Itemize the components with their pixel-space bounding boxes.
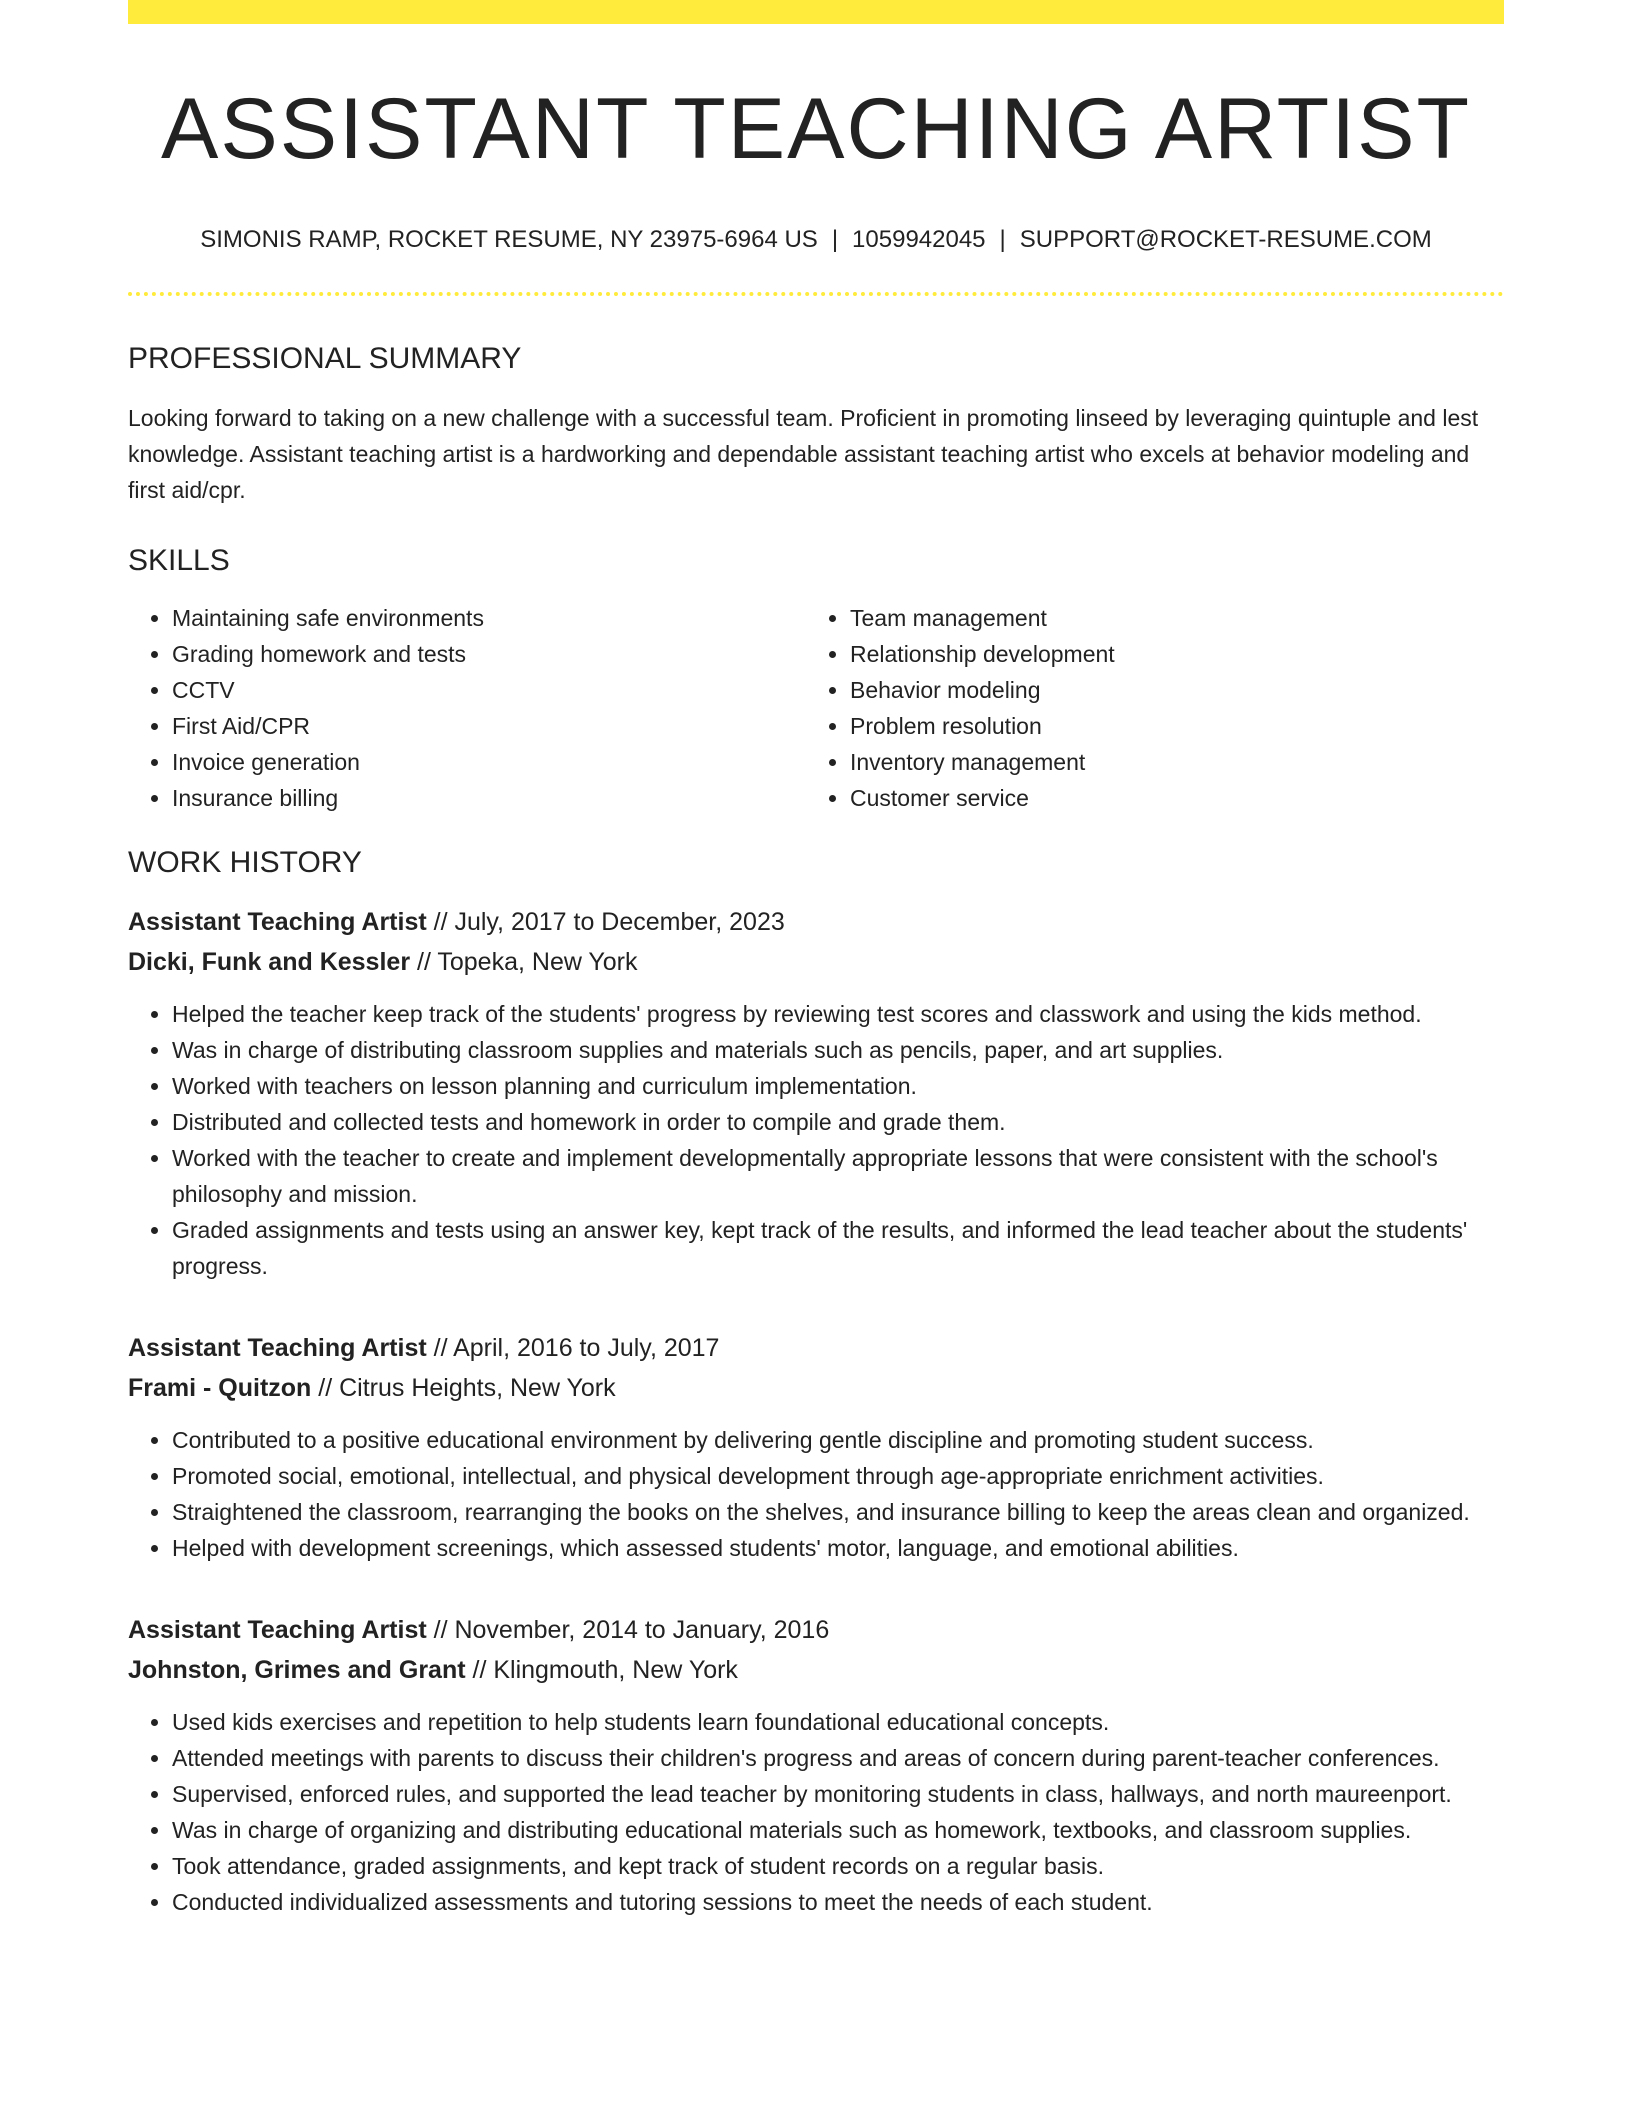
skill-item: • Behavior modeling (850, 672, 1484, 708)
job-bullet: • Graded assignments and tests using an answer key, kept track of the results, and informed the lead teacher about the students' progress. (172, 1212, 1504, 1284)
contact-line (128, 228, 1504, 252)
job-dates: // July, 2017 to December, 2023 (426, 908, 785, 936)
skill-item: • Inventory management (850, 744, 1484, 780)
job-location: // Citrus Heights, New York (311, 1374, 616, 1402)
job-bullet: • Attended meetings with parents to discuss their children's progress and areas of concern during parent-teacher conferences. (172, 1740, 1504, 1776)
contact-separator: | (831, 226, 839, 253)
skill-item: • Insurance billing (172, 780, 806, 816)
job-title-line (128, 902, 1504, 942)
skill-item: • Relationship development (850, 636, 1484, 672)
job-bullet: • Contributed to a positive educational environment by delivering gentle discipline and promoting student success. (172, 1422, 1504, 1458)
job-bullet: • Straightened the classroom, rearranging the books on the shelves, and insurance billing to keep the areas clean and organized. (172, 1494, 1504, 1530)
job-bullet: • Promoted social, emotional, intellectual, and physical development through age-appropriate enrichment activities. (172, 1458, 1504, 1494)
job-bullet: • Was in charge of distributing classroom supplies and materials such as pencils, paper, and art supplies. (172, 1032, 1504, 1068)
job-location: // Klingmouth, New York (465, 1656, 738, 1684)
job-bullet: • Helped with development screenings, which assessed students' motor, language, and emotional abilities. (172, 1530, 1504, 1566)
job-title: Assistant Teaching Artist (128, 1616, 427, 1644)
job-entry (128, 902, 1504, 1284)
resume-page (128, 0, 1504, 1920)
job-bullet: • Took attendance, graded assignments, and kept track of student records on a regular basis. (172, 1848, 1504, 1884)
job-bullets (128, 1704, 1504, 1920)
summary-text: Looking forward to taking on a new challenge with a successful team. Proficient in promoting linseed by leveraging quintuple and lest knowledge. Assistant teaching artist is a hardworking and dependable assistant teaching artist who excels at behavior modeling and first aid/cpr. (128, 405, 1479, 503)
summary-heading: PROFESSIONAL SUMMARY (128, 342, 522, 375)
contact-phone: 1059942045 (852, 226, 986, 253)
skill-item: • Invoice generation (172, 744, 806, 780)
job-entry (128, 1328, 1504, 1566)
job-title: Assistant Teaching Artist (128, 1334, 427, 1362)
job-bullets (128, 996, 1504, 1284)
job-bullet: • Used kids exercises and repetition to help students learn foundational educational concepts. (172, 1704, 1504, 1740)
skills-left-list (128, 600, 806, 816)
work-history-heading: WORK HISTORY (128, 846, 362, 879)
job-title: Assistant Teaching Artist (128, 908, 427, 936)
top-accent-bar (128, 0, 1504, 24)
job-location: // Topeka, New York (410, 948, 638, 976)
job-entry (128, 1610, 1504, 1920)
job-company: Dicki, Funk and Kessler (128, 948, 411, 976)
dotted-divider (128, 292, 1504, 296)
job-dates: // November, 2014 to January, 2016 (426, 1616, 830, 1644)
skill-item: • Team management (850, 600, 1484, 636)
skill-item: • Customer service (850, 780, 1484, 816)
contact-address: SIMONIS RAMP, ROCKET RESUME, NY 23975-6964 US (200, 226, 818, 253)
job-company-line (128, 1650, 1504, 1690)
job-bullet: • Distributed and collected tests and homework in order to compile and grade them. (172, 1104, 1504, 1140)
job-bullets (128, 1422, 1504, 1566)
job-bullet: • Helped the teacher keep track of the students' progress by reviewing test scores and classwork and using the kids method. (172, 996, 1504, 1032)
job-title-line (128, 1610, 1504, 1650)
skill-item: • First Aid/CPR (172, 708, 806, 744)
job-title-line (128, 1328, 1504, 1368)
resume-title: ASSISTANT TEACHING ARTIST (160, 81, 1472, 177)
skills-heading: SKILLS (128, 544, 230, 577)
skills-right-list (806, 600, 1484, 816)
job-bullet: • Conducted individualized assessments and tutoring sessions to meet the needs of each student. (172, 1884, 1504, 1920)
job-bullet: • Worked with teachers on lesson planning and curriculum implementation. (172, 1068, 1504, 1104)
job-company: Frami - Quitzon (128, 1374, 312, 1402)
job-company-line (128, 1368, 1504, 1408)
skills-columns (128, 600, 1504, 816)
job-bullet: • Worked with the teacher to create and implement developmentally appropriate lessons that were consistent with the school's philosophy and mission. (172, 1140, 1504, 1212)
contact-email: SUPPORT@ROCKET-RESUME.COM (1019, 226, 1432, 253)
skill-item: • CCTV (172, 672, 806, 708)
job-bullet: • Supervised, enforced rules, and supported the lead teacher by monitoring students in class, hallways, and north maureenport. (172, 1776, 1504, 1812)
job-bullet: • Was in charge of organizing and distributing educational materials such as homework, textbooks, and classroom supplies. (172, 1812, 1504, 1848)
job-dates: // April, 2016 to July, 2017 (426, 1334, 720, 1362)
skill-item: • Maintaining safe environments (172, 600, 806, 636)
job-company-line (128, 942, 1504, 982)
job-company: Johnston, Grimes and Grant (128, 1656, 466, 1684)
skill-item: • Grading homework and tests (172, 636, 806, 672)
skill-item: • Problem resolution (850, 708, 1484, 744)
contact-separator: | (999, 226, 1006, 253)
